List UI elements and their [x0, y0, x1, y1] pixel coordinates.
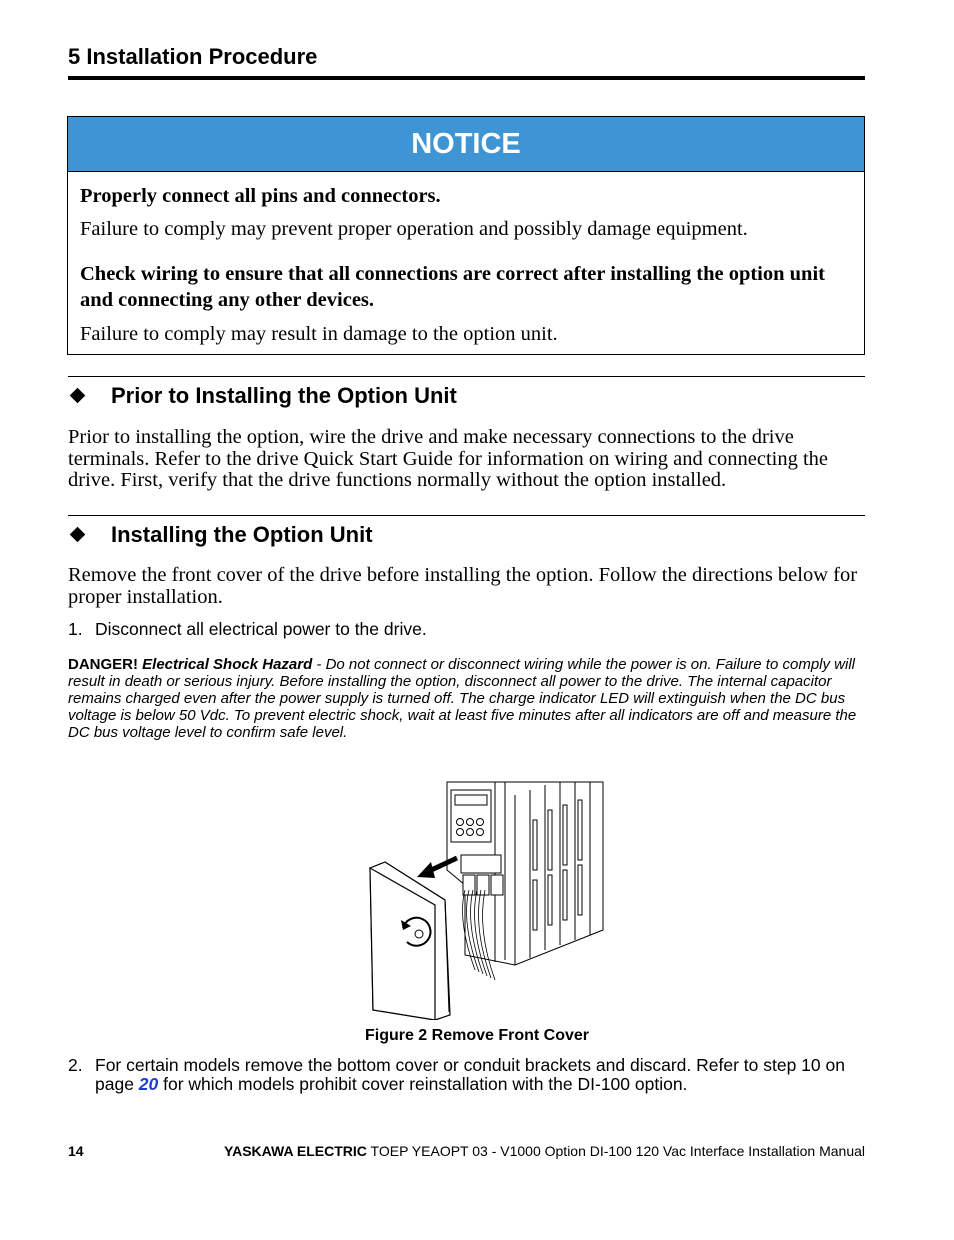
diamond-bullet-icon	[70, 388, 86, 404]
subsection-title-installing: Installing the Option Unit	[111, 522, 373, 547]
subsection-title-prior: Prior to Installing the Option Unit	[111, 383, 457, 408]
step-1-number: 1.	[68, 619, 83, 639]
footer-title	[224, 1143, 865, 1159]
remove-front-cover-illustration	[365, 780, 605, 1020]
prior-body-paragraph: Prior to installing the option, wire the drive and make necessary connections to the drive terminals. Refer to the drive Quick Start Guide for information on wiring and connecting the drive. First, verify that the drive functions normally without the option installed.	[68, 426, 829, 491]
step-1-text: Disconnect all electrical power to the drive.	[95, 619, 427, 639]
footer-brand: YASKAWA ELECTRIC	[224, 1143, 367, 1159]
danger-hazard: Electrical Shock Hazard	[142, 656, 313, 673]
notice-item1-heading: Properly connect all pins and connectors.	[80, 185, 441, 207]
step-2-number: 2.	[68, 1055, 83, 1075]
notice-box	[67, 116, 865, 355]
notice-item2-text: Failure to comply may result in damage to the option unit.	[80, 323, 558, 345]
section-rule	[68, 76, 865, 80]
danger-label: DANGER!	[68, 656, 138, 673]
footer-doc-title: TOEP YEAOPT 03 - V1000 Option DI-100 120 Vac Interface Installation Manual	[366, 1143, 865, 1159]
notice-header: NOTICE	[68, 117, 864, 172]
notice-item2-heading: Check wiring to ensure that all connections are correct after installing the option unit and connecting any other devices.	[80, 263, 825, 311]
section-title: 5 Installation Procedure	[68, 44, 318, 69]
danger-text: - Do not connect or disconnect wiring while the power is on. Failure to comply will result in death or serious injury. Before installing the option, disconnect all power to the drive. The internal capacitor remains charged even after the power supply is turned off. The charge indicator LED will extinguish when the DC bus voltage is below 50 Vdc. To prevent electric shock, wait at least five minutes after all indicators are off and measure the DC bus voltage level to confirm safe level.	[68, 656, 857, 741]
danger-warning	[68, 656, 865, 741]
step-2-text	[95, 1056, 865, 1094]
installing-body-paragraph: Remove the front cover of the drive before installing the option. Follow the directions below for proper installation.	[68, 564, 858, 608]
notice-item1-text: Failure to comply may prevent proper operation and possibly damage equipment.	[80, 218, 748, 240]
diamond-bullet-icon	[70, 527, 86, 543]
step-2-text-b: for which models prohibit cover reinstallation with the DI-100 option.	[158, 1074, 688, 1094]
figure-caption: Figure 2 Remove Front Cover	[364, 1027, 590, 1044]
page-20-link[interactable]: 20	[138, 1074, 159, 1094]
subsection-rule-installing	[68, 515, 865, 516]
step-2-text-a: For certain models remove the bottom cover or conduit brackets and discard. Refer to step 10 on page	[95, 1055, 845, 1094]
subsection-rule-prior	[68, 376, 865, 377]
page-number: 14	[68, 1143, 84, 1159]
